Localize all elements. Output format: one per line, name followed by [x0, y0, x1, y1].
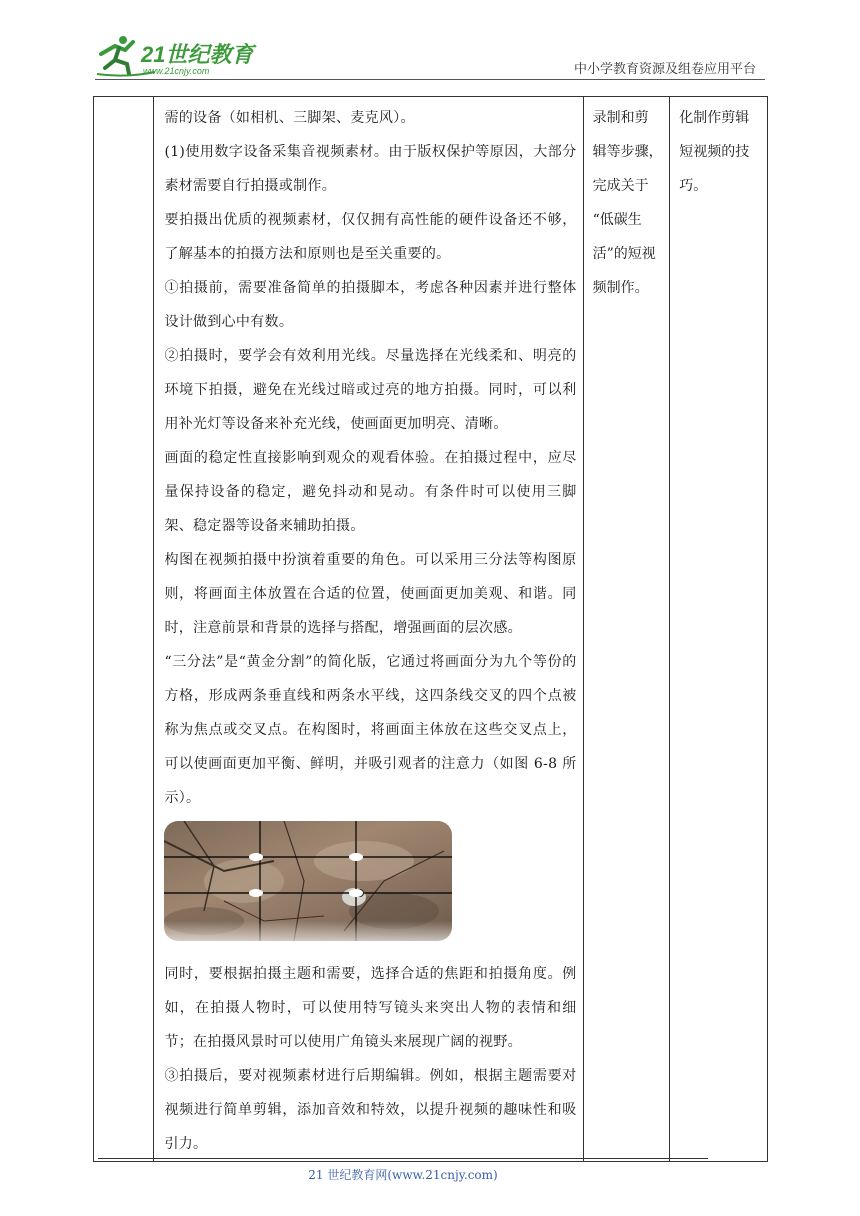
intent-line: 短视频的技	[679, 144, 750, 160]
paragraph: ③拍摄后，要对视频素材进行后期编辑。例如，根据主题需要对视频进行简单剪辑，添加音效和特效，以提升视频的趣味性和吸引力。	[164, 1068, 577, 1152]
paragraph: 同时，要根据拍摄主题和需要，选择合适的焦距和拍摄角度。例如，在拍摄人物时，可以使用特写镜头来突出人物的表情和细节；在拍摄风景时可以使用广角镜头来展现广阔的视野。	[164, 966, 577, 1050]
activity-line: “低碳生	[592, 212, 642, 228]
activity-cell	[583, 97, 670, 1162]
platform-title: 中小学教育资源及组卷应用平台	[573, 62, 756, 77]
intent-line: 化制作剪辑	[679, 110, 750, 126]
content-cell	[154, 97, 583, 1162]
paragraph: 画面的稳定性直接影响到观众的观看体验。在拍摄过程中，应尽量保持设备的稳定，避免抖动和晃动。有条件时可以使用三脚架、稳定器等设备来辅助拍摄。	[164, 450, 577, 534]
paragraph: “三分法”是“黄金分割”的简化版，它通过将画面分为九个等份的方格，形成两条垂直线和两条水平线，这四条线交叉的四个点被称为焦点或交叉点。在构图时，将画面主体放在这些交叉点上，可以使画面更加平衡、鲜明，并吸引观者的注意力（如图 6-8 所示）。	[164, 654, 577, 806]
logo-text: 21世纪教育	[141, 42, 254, 67]
rule-of-thirds-photo	[164, 821, 452, 953]
activity-line: 辑等步骤，	[592, 144, 663, 160]
intent-cell	[670, 97, 768, 1162]
page-header	[0, 0, 860, 92]
activity-line: 频制作。	[592, 280, 649, 296]
paragraph: ①拍摄前，需要准备简单的拍摄脚本，考虑各种因素并进行整体设计做到心中有数。	[164, 280, 577, 330]
activity-line: 完成关于	[592, 178, 649, 194]
paragraph: 需的设备（如相机、三脚架、麦克风）。	[164, 110, 415, 126]
header-divider	[95, 79, 765, 80]
intent-line: 巧。	[679, 178, 708, 194]
paragraph: ②拍摄时，要学会有效利用光线。尽量选择在光线柔和、明亮的环境下拍摄，避免在光线过暗或过亮的地方拍摄。同时，可以利用补光灯等设备来补充光线，使画面更加明亮、清晰。	[164, 348, 577, 432]
paragraph: 要拍摄出优质的视频素材，仅仅拥有高性能的硬件设备还不够，了解基本的拍摄方法和原则也是至关重要的。	[164, 212, 577, 262]
lesson-table	[93, 96, 768, 1162]
empty-cell	[94, 97, 154, 1162]
footer-divider	[98, 1158, 708, 1159]
activity-line: 录制和剪	[592, 110, 649, 126]
logo-url-text: www.21cnjy.com	[143, 66, 210, 76]
footer-link[interactable]: 21 世纪教育网(www.21cnjy.com)	[308, 1168, 498, 1182]
site-logo	[95, 34, 265, 78]
paragraph: (1)使用数字设备采集音视频素材。由于版权保护等原因，大部分素材需要自行拍摄或制作。	[164, 144, 577, 194]
paragraph: 构图在视频拍摄中扮演着重要的角色。可以采用三分法等构图原则，将画面主体放置在合适的位置，使画面更加美观、和谐。同时，注意前景和背景的选择与搭配，增强画面的层次感。	[164, 552, 577, 636]
activity-line: 活”的短视	[592, 246, 656, 262]
